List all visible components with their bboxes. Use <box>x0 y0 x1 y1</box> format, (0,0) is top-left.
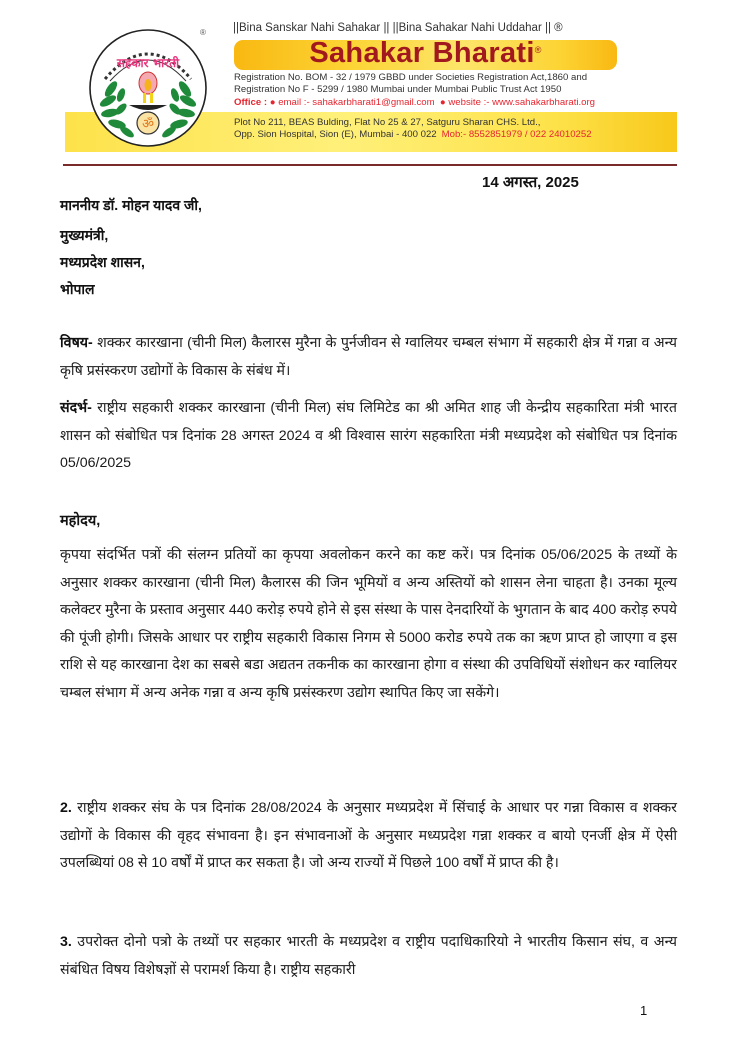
point-2-text: राष्ट्रीय शक्कर संघ के पत्र दिनांक 28/08/2024 के अनुसार मध्यप्रदेश में सिंचाई के आधार पर गन्ना विकास व शक्कर उद्योगों के विकास की वृहद संभावना है। इन संभावनाओं के अनुसार मध्यप्रदेश गन्ना शक्कर व बायो एनर्जी क्षेत्र में ऐसी उपलब्धियां 08 से 10 वर्षों में प्राप्त कर सकता है। जो अन्य राज्यों में पिछले 100 वर्षों में प्राप्त की है। <box>60 800 677 871</box>
registration-line-1: Registration No. BOM - 32 / 1979 GBBD under Societies Registration Act,1860 and <box>234 72 588 83</box>
logo-text: सहकार भारती <box>116 56 180 70</box>
logo-registered-mark: ® <box>200 28 206 37</box>
office-label: Office : <box>234 97 268 108</box>
salutation: महोदय, <box>60 513 101 529</box>
point-3-number: 3. <box>60 934 72 950</box>
org-name-registered-mark: ® <box>534 45 542 55</box>
motto-line: ||Bina Sanskar Nahi Sahakar || ||Bina Sahakar Nahi Uddahar || ® <box>233 22 563 34</box>
subject-label: विषय- <box>60 335 93 351</box>
letter-date: 14 अगस्त, 2025 <box>482 174 579 191</box>
office-contact-line <box>234 97 595 108</box>
reference-label: संदर्भ- <box>60 400 92 416</box>
reference-paragraph <box>60 395 677 478</box>
subject-text: शक्कर कारखाना (चीनी मिल) कैलारस मुरैना के पुर्नजीवन से ग्वालियर चम्बल संभाग में सहकारी क्षेत्र में गन्ना व अन्य कृषि प्रसंस्करण उद्योगों के विकास के संबंध में। <box>60 335 677 379</box>
office-email[interactable]: ● email :- sahakarbharati1@gmail.com <box>269 97 435 108</box>
page-number: 1 <box>640 1003 648 1018</box>
org-title-bar <box>234 37 617 70</box>
sahakar-bharati-logo <box>83 27 213 149</box>
body-point-2 <box>60 795 677 878</box>
body-paragraph-1: कृपया संदर्भित पत्रों की संलग्न प्रतियों का कृपया अवलोकन करने का कष्ट करें। पत्र दिनांक 05/06/2025 के तथ्यों के अनुसार शक्कर कारखाना (चीनी मिल) कैलारस की जिन भूमियों व अन्य अस्तियों को शासन लेना चाहता है। उनका मूल्य कलेक्टर मुरैना के प्रस्ताव अनुसार 440 करोड़ रुपये होने से इस संस्था के पास देनदारियों के भुगतान के बाद 400 करोड़ रुपये की पूंजी होगी। जिसके आधार पर राष्ट्रीय सहकारी विकास निगम से 5000 करोड रुपये तक का ऋण प्राप्त हो जाएगा व इस राशि से यह कारखाना देश का सबसे बडा अद्यतन तकनीक का कारखाना होगा व संस्था की उपविधियों संशोधन कर ग्वालियर चम्बल संभाग में अन्य अनेक गन्ना व अन्य कृषि प्रसंस्करण उद्योग स्थापित किए जा सकेंगे। <box>60 547 677 701</box>
recipient-line: भोपाल <box>60 281 95 297</box>
point-3-text: उपरोक्त दोनो पत्रो के तथ्यों पर सहकार भारती के मध्यप्रदेश व राष्ट्रीय पदाधिकारियो ने भारतीय किसान संघ, व अन्य संबंधित विषय विशेषज्ञों से परामर्श किया है। राष्ट्रीय सहकारी <box>60 934 677 978</box>
org-name-text: Sahakar Bharati <box>309 37 535 69</box>
mobile-number: Mob:- 8552851979 / 022 24010252 <box>441 129 592 140</box>
org-name <box>234 37 617 70</box>
address-line-2-text: Opp. Sion Hospital, Sion (E), Mumbai - 400 022 <box>234 129 437 140</box>
recipient-line: मध्यप्रदेश शासन, <box>60 254 145 270</box>
letterhead-divider <box>63 164 677 166</box>
reference-text: राष्ट्रीय सहकारी शक्कर कारखाना (चीनी मिल) संघ लिमिटेड का श्री अमित शाह जी केन्द्रीय सहकारिता मंत्री भारत शासन को संबोधित पत्र दिनांक 28 अगस्त 2024 व श्री विश्वास सारंग सहकारिता मंत्री मध्यप्रदेश को संबोधित पत्र दिनांक 05/06/2025 <box>60 400 677 471</box>
address-line-1: Plot No 211, BEAS Bulding, Flat No 25 & 27, Satguru Sharan CHS. Ltd., <box>234 117 541 128</box>
recipient-line: मुख्यमंत्री, <box>60 227 109 243</box>
recipient-line: माननीय डॉ. मोहन यादव जी, <box>60 197 202 213</box>
point-2-number: 2. <box>60 800 72 816</box>
office-website[interactable]: ● website :- www.sahakarbharati.org <box>439 97 596 108</box>
subject-paragraph <box>60 330 677 385</box>
svg-text:ॐ: ॐ <box>142 117 154 132</box>
registration-line-2: Registration No F - 5299 / 1980 Mumbai under Mumbai Public Trust Act 1950 <box>234 84 562 95</box>
body-point-3 <box>60 929 677 984</box>
address-line-2 <box>234 129 592 140</box>
